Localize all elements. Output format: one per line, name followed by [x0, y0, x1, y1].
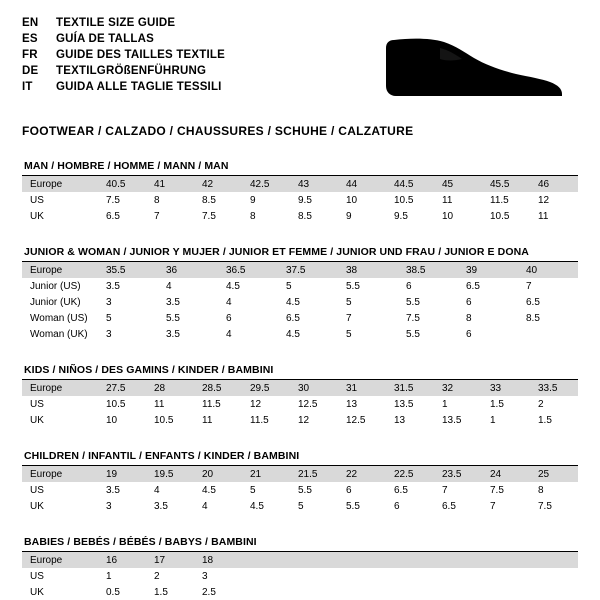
cell: 5.5 [298, 484, 312, 496]
row-label: US [30, 194, 44, 206]
language-row [22, 80, 225, 96]
cell: 44 [338, 176, 386, 192]
cell: 9.5 [298, 194, 312, 206]
table-row [22, 294, 578, 310]
cell: 8.5 [526, 312, 540, 324]
cell: 7.5 [490, 484, 504, 496]
cell: 37.5 [278, 262, 338, 278]
cell [530, 584, 578, 600]
table-row [22, 396, 578, 412]
cell: 1.5 [490, 398, 504, 410]
cell: 20 [194, 466, 242, 482]
size-table-babies [22, 552, 578, 600]
language-code: EN [22, 17, 39, 29]
cell: 4.5 [202, 484, 216, 496]
cell: 5 [346, 296, 352, 308]
dress-shoe-icon [382, 32, 572, 102]
cell: 36.5 [218, 262, 278, 278]
language-code: ES [22, 33, 38, 45]
cell: 13.5 [394, 398, 414, 410]
block-title: CHILDREN / INFANTIL / ENFANTS / KINDER / BAMBINI [24, 450, 300, 462]
language-code: DE [22, 65, 39, 77]
cell: 10 [442, 210, 454, 222]
cell: 7 [346, 312, 352, 324]
cell: 3 [106, 328, 112, 340]
language-title: GUIDA ALLE TAGLIE TESSILI [56, 81, 222, 93]
language-code: IT [22, 81, 33, 93]
cell: 29.5 [242, 380, 290, 396]
cell: 9.5 [394, 210, 408, 222]
size-block-kids [22, 364, 578, 428]
cell: 11 [202, 414, 213, 426]
cell: 42.5 [242, 176, 290, 192]
cell: 11 [442, 194, 453, 206]
block-title: JUNIOR & WOMAN / JUNIOR Y MUJER / JUNIOR ET FEMME / JUNIOR UND FRAU / JUNIOR E DONA [24, 246, 529, 258]
row-label: US [30, 398, 44, 410]
cell: 3.5 [154, 500, 168, 512]
cell [338, 584, 386, 600]
cell: 13 [394, 414, 406, 426]
cell: 7.5 [106, 194, 120, 206]
row-label: UK [30, 586, 44, 598]
size-table-body [22, 380, 578, 428]
cell [530, 552, 578, 568]
cell: 1 [442, 398, 448, 410]
row-label: Woman (UK) [30, 328, 88, 340]
document-header [22, 16, 578, 112]
cell: 5 [286, 280, 292, 292]
cell: 1.5 [538, 414, 552, 426]
footwear-section-title: FOOTWEAR / CALZADO / CHAUSSURES / SCHUHE / CALZATURE [22, 124, 414, 138]
cell: 12 [250, 398, 262, 410]
block-title: MAN / HOMBRE / HOMME / MANN / MAN [24, 160, 229, 172]
cell: 10 [106, 414, 118, 426]
cell [290, 584, 338, 600]
cell: 5 [250, 484, 256, 496]
row-label: US [30, 570, 44, 582]
cell [386, 552, 434, 568]
cell: 11 [538, 210, 549, 222]
cell [434, 568, 482, 584]
cell: 5.5 [166, 312, 180, 324]
cell: 9 [346, 210, 352, 222]
cell: 3 [106, 296, 112, 308]
cell: 5 [346, 328, 352, 340]
cell [530, 568, 578, 584]
cell: 5 [106, 312, 112, 324]
cell: 39 [458, 262, 518, 278]
cell: 8 [466, 312, 472, 324]
size-table-body [22, 466, 578, 514]
cell: 4 [166, 280, 172, 292]
row-label: Europe [22, 552, 98, 568]
size-table-body [22, 262, 578, 342]
row-label: Europe [22, 262, 98, 278]
cell [434, 552, 482, 568]
cell: 10.5 [490, 210, 510, 222]
cell: 21.5 [290, 466, 338, 482]
cell: 2.5 [202, 586, 216, 598]
cell: 12 [538, 194, 550, 206]
size-table-junior-woman [22, 262, 578, 342]
cell: 1 [490, 414, 496, 426]
cell: 8 [538, 484, 544, 496]
cell: 13 [346, 398, 358, 410]
cell [338, 552, 386, 568]
cell: 7 [442, 484, 448, 496]
cell: 12 [298, 414, 310, 426]
cell: 5.5 [406, 296, 420, 308]
cell: 7 [490, 500, 496, 512]
language-title: GUÍA DE TALLAS [56, 33, 154, 45]
table-row [22, 466, 578, 482]
cell: 18 [194, 552, 242, 568]
cell: 10.5 [106, 398, 126, 410]
cell: 4 [202, 500, 208, 512]
cell: 10 [346, 194, 358, 206]
cell [290, 568, 338, 584]
cell: 24 [482, 466, 530, 482]
table-row [22, 482, 578, 498]
cell: 31 [338, 380, 386, 396]
cell: 3 [202, 570, 208, 582]
cell: 7.5 [406, 312, 420, 324]
language-code: FR [22, 49, 38, 61]
table-row [22, 584, 578, 600]
cell: 11.5 [490, 194, 509, 206]
cell: 12.5 [346, 414, 366, 426]
cell: 6 [466, 296, 472, 308]
cell [434, 584, 482, 600]
cell: 3.5 [166, 328, 180, 340]
cell: 6.5 [526, 296, 540, 308]
cell [386, 568, 434, 584]
language-row [22, 64, 225, 80]
row-label: UK [30, 500, 44, 512]
cell: 4 [226, 296, 232, 308]
cell: 8.5 [202, 194, 216, 206]
cell [518, 326, 578, 342]
cell: 3 [106, 500, 112, 512]
table-row [22, 192, 578, 208]
cell: 31.5 [386, 380, 434, 396]
table-row [22, 380, 578, 396]
cell: 1.5 [154, 586, 168, 598]
cell: 17 [146, 552, 194, 568]
cell: 12.5 [298, 398, 318, 410]
cell [482, 552, 530, 568]
cell: 6.5 [466, 280, 480, 292]
size-block-babies [22, 536, 578, 600]
cell: 7 [154, 210, 160, 222]
cell [338, 568, 386, 584]
size-table-children [22, 466, 578, 514]
cell: 35.5 [98, 262, 158, 278]
cell: 36 [158, 262, 218, 278]
cell: 25 [530, 466, 578, 482]
cell: 4 [154, 484, 160, 496]
cell: 30 [290, 380, 338, 396]
cell: 8 [250, 210, 256, 222]
cell: 2 [538, 398, 544, 410]
size-table-body [22, 552, 578, 600]
cell: 28 [146, 380, 194, 396]
cell: 6.5 [442, 500, 456, 512]
row-label: Woman (US) [30, 312, 88, 324]
size-block-children [22, 450, 578, 514]
language-row [22, 48, 225, 64]
row-label: UK [30, 414, 44, 426]
cell: 10.5 [394, 194, 414, 206]
cell: 13.5 [442, 414, 462, 426]
cell: 8.5 [298, 210, 312, 222]
language-row [22, 32, 225, 48]
cell: 2 [154, 570, 160, 582]
table-row [22, 310, 578, 326]
cell: 7.5 [538, 500, 552, 512]
cell: 4 [226, 328, 232, 340]
cell [386, 584, 434, 600]
cell: 0.5 [106, 586, 120, 598]
cell [242, 584, 290, 600]
cell: 45 [434, 176, 482, 192]
cell: 33.5 [530, 380, 578, 396]
cell [290, 552, 338, 568]
size-block-man [22, 160, 578, 224]
row-label: Europe [22, 176, 98, 192]
language-rows [22, 16, 225, 96]
cell: 43 [290, 176, 338, 192]
cell: 44.5 [386, 176, 434, 192]
cell: 40.5 [98, 176, 146, 192]
table-row [22, 278, 578, 294]
cell: 6 [394, 500, 400, 512]
cell: 22 [338, 466, 386, 482]
table-row [22, 326, 578, 342]
cell: 16 [98, 552, 146, 568]
table-row [22, 498, 578, 514]
cell: 10.5 [154, 414, 174, 426]
table-row [22, 552, 578, 568]
cell: 38 [338, 262, 398, 278]
row-label: UK [30, 210, 44, 222]
cell [242, 552, 290, 568]
cell: 19.5 [146, 466, 194, 482]
cell [482, 568, 530, 584]
cell: 7 [526, 280, 532, 292]
cell: 11.5 [202, 398, 221, 410]
cell: 28.5 [194, 380, 242, 396]
row-label: Europe [22, 466, 98, 482]
cell: 6 [466, 328, 472, 340]
cell: 6.5 [286, 312, 300, 324]
block-title: KIDS / NIÑOS / DES GAMINS / KINDER / BAMBINI [24, 364, 274, 376]
size-table-kids [22, 380, 578, 428]
cell: 7.5 [202, 210, 216, 222]
cell: 6.5 [394, 484, 408, 496]
cell: 23.5 [434, 466, 482, 482]
cell: 4.5 [286, 328, 300, 340]
cell [482, 584, 530, 600]
row-label: Junior (US) [30, 280, 81, 292]
cell: 5 [298, 500, 304, 512]
cell: 33 [482, 380, 530, 396]
language-title-table [22, 16, 225, 96]
row-label: Junior (UK) [30, 296, 81, 308]
block-title: BABIES / BEBÉS / BÉBÉS / BABYS / BAMBINI [24, 536, 257, 548]
cell: 6 [346, 484, 352, 496]
cell: 5.5 [406, 328, 420, 340]
cell: 40 [518, 262, 578, 278]
language-title: TEXTILGRÖßENFÜHRUNG [56, 65, 207, 77]
cell: 19 [98, 466, 146, 482]
cell: 6 [226, 312, 232, 324]
table-row [22, 412, 578, 428]
cell: 3.5 [166, 296, 180, 308]
cell: 4.5 [250, 500, 264, 512]
table-row [22, 262, 578, 278]
cell: 32 [434, 380, 482, 396]
cell: 11 [154, 398, 165, 410]
table-row [22, 208, 578, 224]
cell: 42 [194, 176, 242, 192]
size-table-man [22, 176, 578, 224]
cell: 9 [250, 194, 256, 206]
cell: 6.5 [106, 210, 120, 222]
cell: 45.5 [482, 176, 530, 192]
cell [242, 568, 290, 584]
cell: 1 [106, 570, 112, 582]
cell: 41 [146, 176, 194, 192]
cell: 5.5 [346, 280, 360, 292]
language-row [22, 16, 225, 32]
size-block-junior-woman [22, 246, 578, 342]
language-title: GUIDE DES TAILLES TEXTILE [56, 49, 225, 61]
cell: 22.5 [386, 466, 434, 482]
size-table-body [22, 176, 578, 224]
cell: 4.5 [226, 280, 240, 292]
language-title: TEXTILE SIZE GUIDE [56, 17, 176, 29]
cell: 46 [530, 176, 578, 192]
cell: 6 [406, 280, 412, 292]
table-row [22, 176, 578, 192]
row-label: US [30, 484, 44, 496]
cell: 3.5 [106, 280, 120, 292]
cell: 38.5 [398, 262, 458, 278]
cell: 21 [242, 466, 290, 482]
cell: 11.5 [250, 414, 269, 426]
cell: 27.5 [98, 380, 146, 396]
cell: 8 [154, 194, 160, 206]
row-label: Europe [22, 380, 98, 396]
cell: 3.5 [106, 484, 120, 496]
table-row [22, 568, 578, 584]
cell: 5.5 [346, 500, 360, 512]
cell: 4.5 [286, 296, 300, 308]
